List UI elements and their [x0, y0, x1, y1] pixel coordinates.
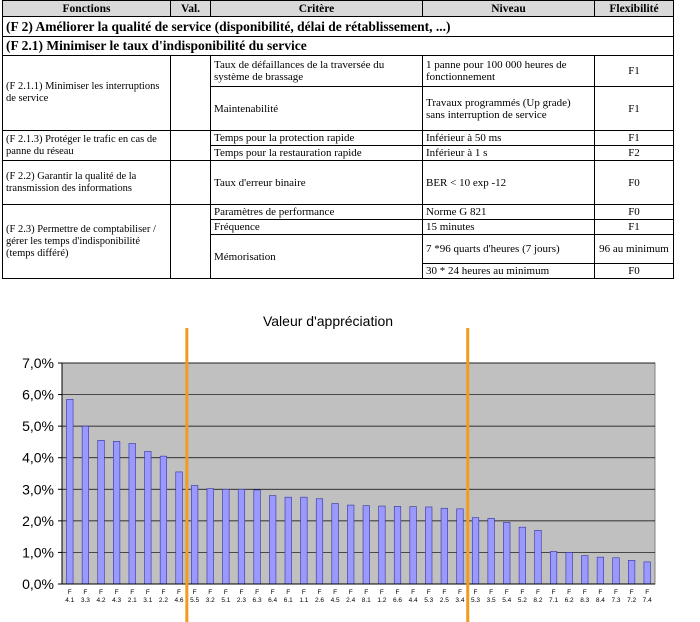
critere-cell: Temps pour la restauration rapide	[211, 146, 423, 161]
x-tick-label: F	[161, 589, 166, 596]
x-tick-label: F	[379, 589, 384, 596]
niveau-cell: 7 *96 quarts d'heures (7 jours)	[423, 235, 595, 264]
appreciation-chart	[0, 306, 700, 622]
x-tick-label: F	[192, 589, 197, 596]
bar	[394, 506, 401, 584]
x-tick-label: F	[613, 589, 618, 596]
x-tick-label: 4.2	[96, 597, 106, 604]
x-tick-label: F	[567, 589, 572, 596]
bar	[347, 505, 354, 584]
table-row	[3, 131, 674, 146]
x-tick-label: F	[83, 589, 88, 596]
x-tick-label: 5.2	[517, 597, 527, 604]
x-tick-label: F	[145, 589, 150, 596]
x-tick-label: 7.1	[549, 597, 559, 604]
flex-cell: F1	[595, 131, 674, 146]
bar	[644, 562, 651, 584]
bar	[285, 497, 292, 584]
bar	[207, 489, 214, 584]
critere-cell: Taux de défaillances de la traversée du système de brassage	[211, 56, 423, 87]
y-tick-label: 6,0%	[22, 386, 54, 403]
bar	[472, 518, 479, 584]
x-tick-label: F	[317, 589, 322, 596]
niveau-cell: 15 minutes	[423, 220, 595, 235]
x-tick-label: 3.2	[205, 597, 215, 604]
x-tick-label: 7.3	[611, 597, 621, 604]
x-tick-label: 2.4	[346, 597, 356, 604]
critere-cell: Fréquence	[211, 220, 423, 235]
table-row	[3, 205, 674, 220]
function-cell: (F 2.1.1) Minimiser les interruptions de service	[3, 56, 171, 131]
x-tick-label: 6.4	[268, 597, 278, 604]
x-tick-label: F	[177, 589, 182, 596]
header-critere: Critère	[211, 1, 423, 17]
function-cell: (F 2.2) Garantir la qualité de la transmission des informations	[3, 161, 171, 205]
x-tick-label: F	[333, 589, 338, 596]
niveau-cell: 1 panne pour 100 000 heures de fonctionnement	[423, 56, 595, 87]
bar	[176, 472, 183, 584]
x-tick-label: 8.2	[533, 597, 543, 604]
y-tick-label: 3,0%	[22, 481, 54, 498]
header-val: Val.	[171, 1, 211, 17]
bar	[269, 496, 276, 584]
x-tick-label: 4.6	[174, 597, 184, 604]
y-tick-label: 7,0%	[22, 355, 54, 371]
bar	[613, 558, 620, 584]
table-row	[3, 56, 674, 87]
bar	[191, 485, 198, 584]
flex-cell: F1	[595, 87, 674, 131]
function-cell: (F 2.3) Permettre de comptabiliser / gérer les temps d'indisponibilité (temps différé)	[3, 205, 171, 279]
function-cell: (F 2.1.3) Protéger le trafic en cas de panne du réseau	[3, 131, 171, 161]
x-tick-label: F	[286, 589, 291, 596]
x-tick-label: 3.5	[486, 597, 496, 604]
x-tick-label: F	[598, 589, 603, 596]
x-tick-label: F	[442, 589, 447, 596]
subsection-row	[3, 37, 674, 56]
x-tick-label: F	[208, 589, 213, 596]
x-tick-label: 2.3	[236, 597, 246, 604]
specification-table	[2, 0, 674, 279]
x-tick-label: 1.1	[299, 597, 309, 604]
x-tick-label: F	[223, 589, 228, 596]
x-tick-label: 2.1	[127, 597, 137, 604]
table-row	[3, 161, 674, 205]
y-axis-ticks	[22, 355, 62, 592]
x-tick-label: F	[645, 589, 650, 596]
bar	[67, 399, 74, 584]
bar	[488, 518, 495, 584]
niveau-cell: Inférieur à 50 ms	[423, 131, 595, 146]
bar	[441, 508, 448, 584]
bar	[363, 506, 370, 584]
x-tick-label: 6.1	[283, 597, 293, 604]
bar	[597, 557, 604, 584]
chart-title: Valeur d'appréciation	[262, 313, 394, 329]
x-tick-label: 8.1	[361, 597, 371, 604]
bar	[98, 440, 105, 584]
bar	[254, 490, 261, 584]
x-tick-label: F	[301, 589, 306, 596]
x-tick-label: 2.5	[439, 597, 449, 604]
critere-cell: Maintenabilité	[211, 87, 423, 131]
x-tick-label: 3.4	[455, 597, 465, 604]
header-fonctions: Fonctions	[3, 1, 171, 17]
bar	[535, 530, 542, 584]
flex-cell: F0	[595, 264, 674, 279]
x-tick-label: F	[239, 589, 244, 596]
x-tick-label: 8.3	[580, 597, 590, 604]
bar	[160, 456, 167, 584]
bar	[457, 509, 464, 584]
bar	[129, 444, 136, 584]
x-tick-label: F	[551, 589, 556, 596]
bar	[503, 522, 510, 584]
critere-cell: Mémorisation	[211, 235, 423, 279]
y-tick-label: 4,0%	[22, 449, 54, 466]
val-cell	[171, 161, 211, 205]
niveau-cell: Norme G 821	[423, 205, 595, 220]
x-tick-label: 5.1	[221, 597, 231, 604]
x-tick-label: 7.4	[642, 597, 652, 604]
x-tick-label: F	[114, 589, 119, 596]
x-tick-label: F	[535, 589, 540, 596]
bar	[82, 426, 89, 584]
x-tick-label: F	[582, 589, 587, 596]
section-title: (F 2) Améliorer la qualité de service (disponibilité, délai de rétablissement, ...)	[3, 17, 674, 37]
x-tick-label: 5.4	[502, 597, 512, 604]
val-cell	[171, 56, 211, 131]
flex-cell: 96 au minimum	[595, 235, 674, 264]
table-header-row	[3, 1, 674, 17]
critere-cell: Paramètres de performance	[211, 205, 423, 220]
y-tick-label: 0,0%	[22, 576, 54, 592]
x-tick-label: F	[270, 589, 275, 596]
bar	[566, 552, 573, 584]
x-tick-label: 6.2	[564, 597, 574, 604]
niveau-cell: BER < 10 exp -12	[423, 161, 595, 205]
x-tick-label: F	[130, 589, 135, 596]
subsection-title: (F 2.1) Minimiser le taux d'indisponibilité du service	[3, 37, 674, 56]
x-tick-label: 6.3	[252, 597, 262, 604]
bar	[238, 489, 245, 584]
bar	[581, 556, 588, 584]
x-tick-label: 4.5	[330, 597, 340, 604]
bar	[223, 489, 230, 584]
x-tick-label: F	[411, 589, 416, 596]
niveau-cell: 30 * 24 heures au minimum	[423, 264, 595, 279]
bar	[410, 507, 417, 584]
x-tick-label: 5.3	[424, 597, 434, 604]
bar	[113, 441, 120, 584]
x-tick-label: 2.6	[314, 597, 325, 604]
x-tick-label: F	[395, 589, 400, 596]
x-tick-label: 3.1	[143, 597, 153, 604]
bar	[332, 503, 339, 584]
y-tick-label: 1,0%	[22, 544, 54, 561]
y-tick-label: 2,0%	[22, 512, 54, 529]
bar	[519, 527, 526, 584]
bar	[425, 507, 432, 584]
bar	[316, 499, 323, 584]
x-axis-ticks	[62, 584, 655, 604]
x-tick-label: F	[457, 589, 462, 596]
header-niveau: Niveau	[423, 1, 595, 17]
x-tick-label: F	[473, 589, 478, 596]
x-tick-label: F	[520, 589, 525, 596]
x-tick-label: 2.2	[158, 597, 168, 604]
bar	[550, 551, 557, 584]
val-cell	[171, 205, 211, 279]
flex-cell: F0	[595, 205, 674, 220]
flex-cell: F1	[595, 220, 674, 235]
critere-cell: Taux d'erreur binaire	[211, 161, 423, 205]
x-tick-label: F	[629, 589, 634, 596]
y-tick-label: 5,0%	[22, 418, 54, 435]
x-tick-label: 4.1	[65, 597, 75, 604]
niveau-cell: Inférieur à 1 s	[423, 146, 595, 161]
x-tick-label: F	[99, 589, 104, 596]
x-tick-label: 7.2	[627, 597, 637, 604]
section-row	[3, 17, 674, 37]
x-tick-label: F	[255, 589, 260, 596]
x-tick-label: F	[489, 589, 494, 596]
x-tick-label: 4.3	[112, 597, 122, 604]
x-tick-label: 8.4	[595, 597, 605, 604]
x-tick-label: 4.4	[408, 597, 418, 604]
x-tick-label: F	[426, 589, 431, 596]
x-tick-label: 5.3	[471, 597, 481, 604]
bar	[379, 506, 386, 584]
x-tick-label: F	[364, 589, 369, 596]
bar	[301, 497, 308, 584]
flex-cell: F2	[595, 146, 674, 161]
flex-cell: F1	[595, 56, 674, 87]
x-tick-label: F	[348, 589, 353, 596]
x-tick-label: 5.5	[190, 597, 200, 604]
critere-cell: Temps pour la protection rapide	[211, 131, 423, 146]
niveau-cell: Travaux programmés (Up grade) sans interruption de service	[423, 87, 595, 131]
bar	[145, 451, 152, 584]
x-tick-label: 1.2	[377, 597, 387, 604]
val-cell	[171, 131, 211, 161]
header-flexibilite: Flexibilité	[595, 1, 674, 17]
bar	[628, 560, 635, 584]
x-tick-label: F	[504, 589, 509, 596]
x-tick-label: 3.3	[80, 597, 90, 604]
x-tick-label: 6.6	[392, 597, 403, 604]
x-tick-label: F	[67, 589, 72, 596]
flex-cell: F0	[595, 161, 674, 205]
